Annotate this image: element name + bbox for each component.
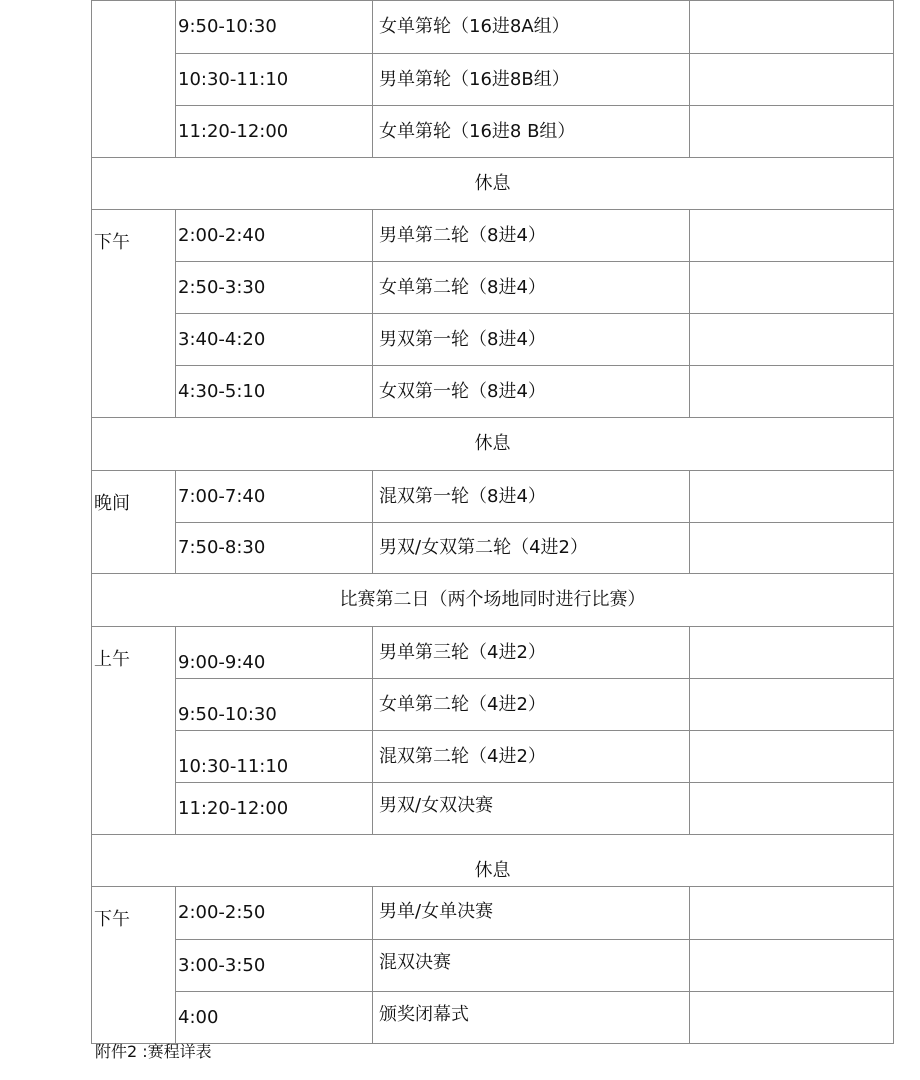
time-cell: 7:00-7:40: [176, 471, 373, 523]
time-cell: 11:20-12:00: [176, 106, 373, 158]
table-row: [92, 940, 894, 992]
note-cell: [690, 106, 894, 158]
table-row: [92, 1, 894, 54]
table-row: [92, 106, 894, 158]
time-cell: 3:00-3:50: [176, 940, 373, 992]
event-cell: 女单第轮（16进8A组）: [373, 1, 690, 54]
day-header-row: [92, 574, 894, 627]
note-cell: [690, 1, 894, 54]
table-row: [92, 471, 894, 523]
break-label: 休息: [92, 158, 894, 210]
note-cell: [690, 887, 894, 940]
note-cell: [690, 262, 894, 314]
time-cell: 4:00: [176, 992, 373, 1044]
time-cell: 2:50-3:30: [176, 262, 373, 314]
time-cell: 9:50-10:30: [176, 1, 373, 54]
table-row: [92, 210, 894, 262]
break-label: 休息: [92, 418, 894, 471]
time-cell: 11:20-12:00: [176, 783, 373, 835]
break-row: [92, 418, 894, 471]
time-cell: 2:00-2:50: [176, 887, 373, 940]
event-cell: 男双/女双第二轮（4进2）: [373, 523, 690, 574]
table-row: [92, 992, 894, 1044]
table-row: [92, 627, 894, 679]
table-row: [92, 54, 894, 106]
event-cell: 女双第一轮（8进4）: [373, 366, 690, 418]
event-cell: 男单第二轮（8进4）: [373, 210, 690, 262]
event-cell: 男单第轮（16进8B组）: [373, 54, 690, 106]
table-row: [92, 783, 894, 835]
time-cell: 2:00-2:40: [176, 210, 373, 262]
time-cell: 7:50-8:30: [176, 523, 373, 574]
time-cell: 10:30-11:10: [176, 731, 373, 783]
event-cell: 颁奖闭幕式: [373, 992, 690, 1044]
note-cell: [690, 366, 894, 418]
note-cell: [690, 940, 894, 992]
schedule-sheet: [91, 0, 893, 1044]
table-row: [92, 887, 894, 940]
period-cell: 上午: [92, 627, 176, 835]
note-cell: [690, 471, 894, 523]
time-cell: 3:40-4:20: [176, 314, 373, 366]
day-two-header: 比赛第二日（两个场地同时进行比赛）: [92, 574, 894, 627]
table-row: [92, 731, 894, 783]
event-cell: 女单第二轮（4进2）: [373, 679, 690, 731]
period-cell: [92, 1, 176, 158]
break-row: [92, 835, 894, 887]
table-row: [92, 262, 894, 314]
note-cell: [690, 992, 894, 1044]
period-cell: 下午: [92, 887, 176, 1044]
note-cell: [690, 783, 894, 835]
attachment-caption: 附件2 :赛程详表: [95, 1042, 212, 1061]
note-cell: [690, 679, 894, 731]
event-cell: 男单第三轮（4进2）: [373, 627, 690, 679]
note-cell: [690, 731, 894, 783]
note-cell: [690, 210, 894, 262]
table-row: [92, 366, 894, 418]
note-cell: [690, 627, 894, 679]
table-row: [92, 679, 894, 731]
event-cell: 混双第一轮（8进4）: [373, 471, 690, 523]
time-cell: 4:30-5:10: [176, 366, 373, 418]
note-cell: [690, 54, 894, 106]
table-row: [92, 523, 894, 574]
event-cell: 混双第二轮（4进2）: [373, 731, 690, 783]
event-cell: 男单/女单决赛: [373, 887, 690, 940]
table-row: [92, 314, 894, 366]
time-cell: 9:00-9:40: [176, 627, 373, 679]
event-cell: 男双/女双决赛: [373, 783, 690, 835]
period-cell: 晚间: [92, 471, 176, 574]
break-label: 休息: [92, 835, 894, 887]
note-cell: [690, 523, 894, 574]
schedule-table: [91, 0, 894, 1044]
event-cell: 男双第一轮（8进4）: [373, 314, 690, 366]
event-cell: 混双决赛: [373, 940, 690, 992]
note-cell: [690, 314, 894, 366]
event-cell: 女单第二轮（8进4）: [373, 262, 690, 314]
time-cell: 10:30-11:10: [176, 54, 373, 106]
period-cell: 下午: [92, 210, 176, 418]
break-row: [92, 158, 894, 210]
time-cell: 9:50-10:30: [176, 679, 373, 731]
event-cell: 女单第轮（16进8 B组）: [373, 106, 690, 158]
